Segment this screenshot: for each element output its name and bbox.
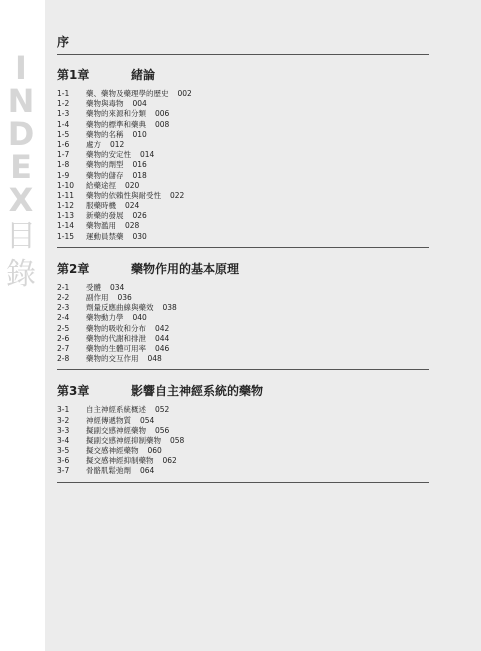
section-number: 2-5 bbox=[57, 323, 70, 333]
section-title: 擬交感神經抑制藥物 bbox=[86, 456, 154, 466]
section-number: 1-5 bbox=[57, 129, 70, 139]
chapter-heading[interactable] bbox=[57, 381, 429, 401]
toc-entry[interactable] bbox=[57, 232, 429, 242]
section-number: 1-3 bbox=[57, 109, 70, 119]
page-number: 046 bbox=[155, 343, 170, 353]
toc-entry[interactable] bbox=[57, 446, 429, 456]
section-title: 藥物動力學 bbox=[86, 313, 124, 323]
index-cjk-label: 目錄 bbox=[6, 219, 36, 292]
section-number: 1-1 bbox=[57, 89, 70, 98]
chapter-list bbox=[57, 65, 429, 483]
section-number: 3-6 bbox=[57, 456, 70, 466]
chapter-section bbox=[57, 65, 429, 248]
page-number: 028 bbox=[125, 221, 140, 231]
section-title: 藥物的吸收和分布 bbox=[86, 323, 146, 333]
toc-entry[interactable] bbox=[57, 313, 429, 323]
section-number: 3-1 bbox=[57, 405, 70, 415]
section-number: 2-6 bbox=[57, 333, 70, 343]
toc-entry[interactable] bbox=[57, 416, 429, 426]
chapter-title: 藥物作用的基本原理 bbox=[131, 261, 240, 276]
page-number: 020 bbox=[125, 180, 140, 190]
section-number: 3-3 bbox=[57, 425, 70, 435]
chapter-section bbox=[57, 259, 429, 371]
page-number: 054 bbox=[140, 415, 155, 425]
page-number: 018 bbox=[132, 170, 147, 180]
page-number: 026 bbox=[132, 211, 147, 221]
page-number: 052 bbox=[155, 405, 170, 415]
page-number: 048 bbox=[147, 354, 162, 364]
toc-page bbox=[57, 30, 429, 494]
chapter-heading[interactable] bbox=[57, 259, 429, 279]
section-number: 3-4 bbox=[57, 435, 70, 445]
section-title: 藥物的交互作用 bbox=[86, 354, 139, 364]
toc-entry[interactable] bbox=[57, 160, 429, 170]
toc-entry[interactable] bbox=[57, 191, 429, 201]
page-number: 064 bbox=[140, 466, 155, 476]
section-number: 1-15 bbox=[57, 231, 75, 241]
section-number: 2-3 bbox=[57, 303, 70, 313]
section-number: 1-2 bbox=[57, 99, 70, 109]
section-number: 1-13 bbox=[57, 211, 75, 221]
toc-entry[interactable] bbox=[57, 99, 429, 109]
toc-entry[interactable] bbox=[57, 344, 429, 354]
chapter-number: 第2章 bbox=[57, 261, 90, 276]
toc-entry[interactable] bbox=[57, 303, 429, 313]
toc-entry[interactable] bbox=[57, 221, 429, 231]
section-list bbox=[57, 405, 429, 476]
section-title: 骨骼肌鬆弛劑 bbox=[86, 466, 131, 476]
page-number: 056 bbox=[155, 425, 170, 435]
section-title: 藥物的標準和藥典 bbox=[86, 119, 146, 129]
toc-entry[interactable] bbox=[57, 109, 429, 119]
toc-entry[interactable] bbox=[57, 456, 429, 466]
page-number: 060 bbox=[147, 446, 162, 456]
section-title: 藥物與毒物 bbox=[86, 99, 124, 109]
toc-entry[interactable] bbox=[57, 426, 429, 436]
section-title: 劑量反應曲線與藥效 bbox=[86, 303, 154, 313]
toc-entry[interactable] bbox=[57, 324, 429, 334]
section-title: 給藥途徑 bbox=[86, 180, 116, 190]
section-title: 擬副交感神經藥物 bbox=[86, 425, 146, 435]
section-title: 運動員禁藥 bbox=[86, 231, 124, 241]
section-list bbox=[57, 89, 429, 242]
section-number: 1-6 bbox=[57, 139, 70, 149]
page-number: 062 bbox=[162, 456, 177, 466]
toc-entry[interactable] bbox=[57, 354, 429, 364]
section-title: 藥物的來源和分類 bbox=[86, 109, 146, 119]
section-title: 神經傳遞物質 bbox=[86, 415, 131, 425]
page-number: 008 bbox=[155, 119, 170, 129]
page-number: 006 bbox=[155, 109, 170, 119]
toc-entry[interactable] bbox=[57, 140, 429, 150]
chapter-number: 第1章 bbox=[57, 68, 90, 82]
page-number: 024 bbox=[125, 201, 140, 211]
section-title: 藥物的儲存 bbox=[86, 170, 124, 180]
toc-panel bbox=[45, 0, 481, 651]
page-number: 002 bbox=[177, 89, 192, 98]
chapter-title: 緒論 bbox=[131, 68, 156, 82]
toc-entry[interactable] bbox=[57, 293, 429, 303]
section-title: 服藥時機 bbox=[86, 201, 116, 211]
section-title: 藥物的依賴性與耐受性 bbox=[86, 190, 161, 200]
section-title: 藥物濫用 bbox=[86, 221, 116, 231]
section-title: 藥物的名稱 bbox=[86, 129, 124, 139]
page-number: 004 bbox=[132, 99, 147, 109]
section-number: 1-12 bbox=[57, 201, 75, 211]
toc-entry[interactable] bbox=[57, 211, 429, 221]
section-number: 2-8 bbox=[57, 354, 70, 364]
section-title: 擬副交感神經抑制藥物 bbox=[86, 435, 161, 445]
toc-entry[interactable] bbox=[57, 181, 429, 191]
section-number: 3-2 bbox=[57, 415, 70, 425]
section-title: 擬交感神經藥物 bbox=[86, 446, 139, 456]
section-number: 1-4 bbox=[57, 119, 70, 129]
section-number: 1-7 bbox=[57, 150, 70, 160]
page-number: 036 bbox=[117, 293, 132, 302]
section-number: 3-5 bbox=[57, 446, 70, 456]
page-number: 010 bbox=[132, 129, 147, 139]
page-number: 022 bbox=[170, 190, 185, 200]
chapter-section bbox=[57, 381, 429, 482]
section-number: 2-4 bbox=[57, 313, 70, 323]
section-title: 藥物的安定性 bbox=[86, 150, 131, 160]
toc-entry[interactable] bbox=[57, 171, 429, 181]
section-title: 藥物的代謝和排泄 bbox=[86, 333, 146, 343]
section-title: 受體 bbox=[86, 282, 101, 292]
toc-entry[interactable] bbox=[57, 334, 429, 344]
section-title: 自主神經系統概述 bbox=[86, 405, 146, 415]
sidebar bbox=[0, 0, 45, 651]
section-number: 2-7 bbox=[57, 343, 70, 353]
section-title: 藥、藥物及藥理學的歷史 bbox=[86, 89, 169, 98]
toc-entry[interactable] bbox=[57, 150, 429, 160]
chapter-title: 影響自主神經系統的藥物 bbox=[131, 384, 264, 399]
toc-entry[interactable] bbox=[57, 405, 429, 415]
section-number: 1-9 bbox=[57, 170, 70, 180]
toc-entry[interactable] bbox=[57, 130, 429, 140]
section-number: 2-1 bbox=[57, 282, 70, 292]
page-number: 042 bbox=[155, 323, 170, 333]
toc-entry[interactable] bbox=[57, 436, 429, 446]
section-list bbox=[57, 283, 429, 365]
page-number: 014 bbox=[140, 150, 155, 160]
page-number: 044 bbox=[155, 333, 170, 343]
page-number: 058 bbox=[170, 435, 185, 445]
page-number: 040 bbox=[132, 313, 147, 323]
section-title: 新藥的發展 bbox=[86, 211, 124, 221]
page-number: 016 bbox=[132, 160, 147, 170]
page-number: 034 bbox=[110, 282, 125, 292]
chapter-number: 第3章 bbox=[57, 384, 90, 399]
section-number: 1-11 bbox=[57, 190, 75, 200]
section-title: 藥物的劑型 bbox=[86, 160, 124, 170]
section-number: 3-7 bbox=[57, 466, 70, 476]
toc-entry[interactable] bbox=[57, 201, 429, 211]
preface-heading[interactable]: 序 bbox=[57, 30, 429, 55]
index-label: INDEX bbox=[7, 49, 35, 219]
chapter-heading[interactable] bbox=[57, 65, 429, 85]
toc-entry[interactable] bbox=[57, 283, 429, 293]
page-number: 038 bbox=[162, 303, 177, 313]
toc-entry[interactable] bbox=[57, 89, 429, 99]
section-title: 藥物的生體可用率 bbox=[86, 343, 146, 353]
page-number: 012 bbox=[110, 139, 125, 149]
toc-entry[interactable] bbox=[57, 120, 429, 130]
section-number: 1-10 bbox=[57, 180, 75, 190]
page-number: 030 bbox=[132, 231, 147, 241]
toc-entry[interactable] bbox=[57, 466, 429, 476]
section-title: 副作用 bbox=[86, 293, 109, 302]
section-number: 1-14 bbox=[57, 221, 75, 231]
section-title: 處方 bbox=[86, 139, 101, 149]
section-number: 2-2 bbox=[57, 293, 70, 302]
section-number: 1-8 bbox=[57, 160, 70, 170]
